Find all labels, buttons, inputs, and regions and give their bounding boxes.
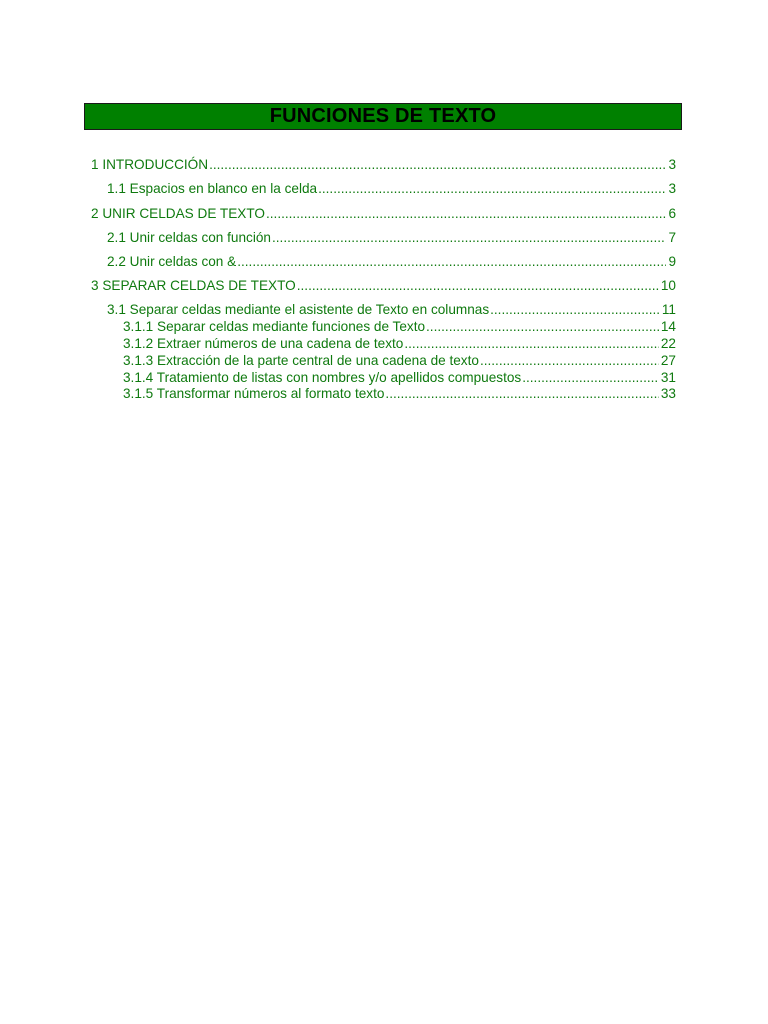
toc-entry-label: 3.1.4 Tratamiento de listas con nombres y/o apellidos compuestos: [123, 370, 522, 385]
toc-leader-dots: [480, 352, 659, 369]
toc-leader-dots: [522, 369, 659, 386]
toc-entry[interactable]: [91, 205, 676, 222]
toc-entry-page: 7: [668, 230, 676, 245]
toc-entry-label: 2.2 Unir celdas con &: [107, 254, 237, 269]
document-title: FUNCIONES DE TEXTO: [269, 105, 497, 127]
toc-entry-label: 3.1.5 Transformar números al formato texto: [123, 386, 385, 401]
toc-entry-label: 2.1 Unir celdas con función: [107, 230, 271, 245]
toc-entry-label: 3.1.3 Extracción de la parte central de una cadena de texto: [123, 353, 479, 368]
toc-entry[interactable]: [123, 318, 676, 335]
toc-leader-dots: [272, 229, 666, 246]
toc-entry-page: 31: [660, 370, 676, 385]
toc-leader-dots: [426, 318, 659, 335]
toc-entry[interactable]: [107, 253, 676, 270]
toc-entry[interactable]: [123, 369, 676, 386]
title-banner: [84, 103, 682, 130]
toc-entry[interactable]: [123, 352, 676, 369]
toc-entry-page: 6: [668, 206, 676, 221]
toc-entry-page: 3: [668, 157, 676, 172]
toc-entry-label: 1.1 Espacios en blanco en la celda: [107, 181, 318, 196]
toc-entry-label: 3 SEPARAR CELDAS DE TEXTO: [91, 278, 296, 293]
toc-leader-dots: [266, 205, 666, 222]
toc-leader-dots: [297, 277, 659, 294]
toc-entry-page: 11: [661, 302, 676, 317]
toc-entry-page: 9: [668, 254, 676, 269]
toc-leader-dots: [318, 180, 666, 197]
toc-entry-page: 33: [660, 386, 676, 401]
toc-entry-label: 2 UNIR CELDAS DE TEXTO: [91, 206, 265, 221]
toc-entry-page: 27: [660, 353, 676, 368]
toc-leader-dots: [490, 301, 660, 318]
toc-entry-page: 3: [668, 181, 676, 196]
toc-entry[interactable]: [107, 301, 676, 318]
toc-entry-label: 3.1 Separar celdas mediante el asistente de Texto en columnas: [107, 302, 490, 317]
toc-leader-dots: [209, 156, 666, 173]
toc-entry[interactable]: [107, 229, 676, 246]
toc-entry[interactable]: [107, 180, 676, 197]
toc-entry[interactable]: [123, 385, 676, 402]
toc-entry[interactable]: [91, 277, 676, 294]
toc-entry[interactable]: [91, 156, 676, 173]
toc-entry-label: 1 INTRODUCCIÓN: [91, 157, 209, 172]
toc-entry-page: 10: [660, 278, 676, 293]
toc-entry-label: 3.1.2 Extraer números de una cadena de texto: [123, 336, 404, 351]
toc-entry-label: 3.1.1 Separar celdas mediante funciones de Texto: [123, 319, 426, 334]
toc-leader-dots: [237, 253, 666, 270]
toc-leader-dots: [404, 335, 659, 352]
toc-entry-page: 22: [660, 336, 676, 351]
toc-leader-dots: [385, 385, 658, 402]
toc-entry-page: 14: [660, 319, 676, 334]
toc-entry[interactable]: [123, 335, 676, 352]
